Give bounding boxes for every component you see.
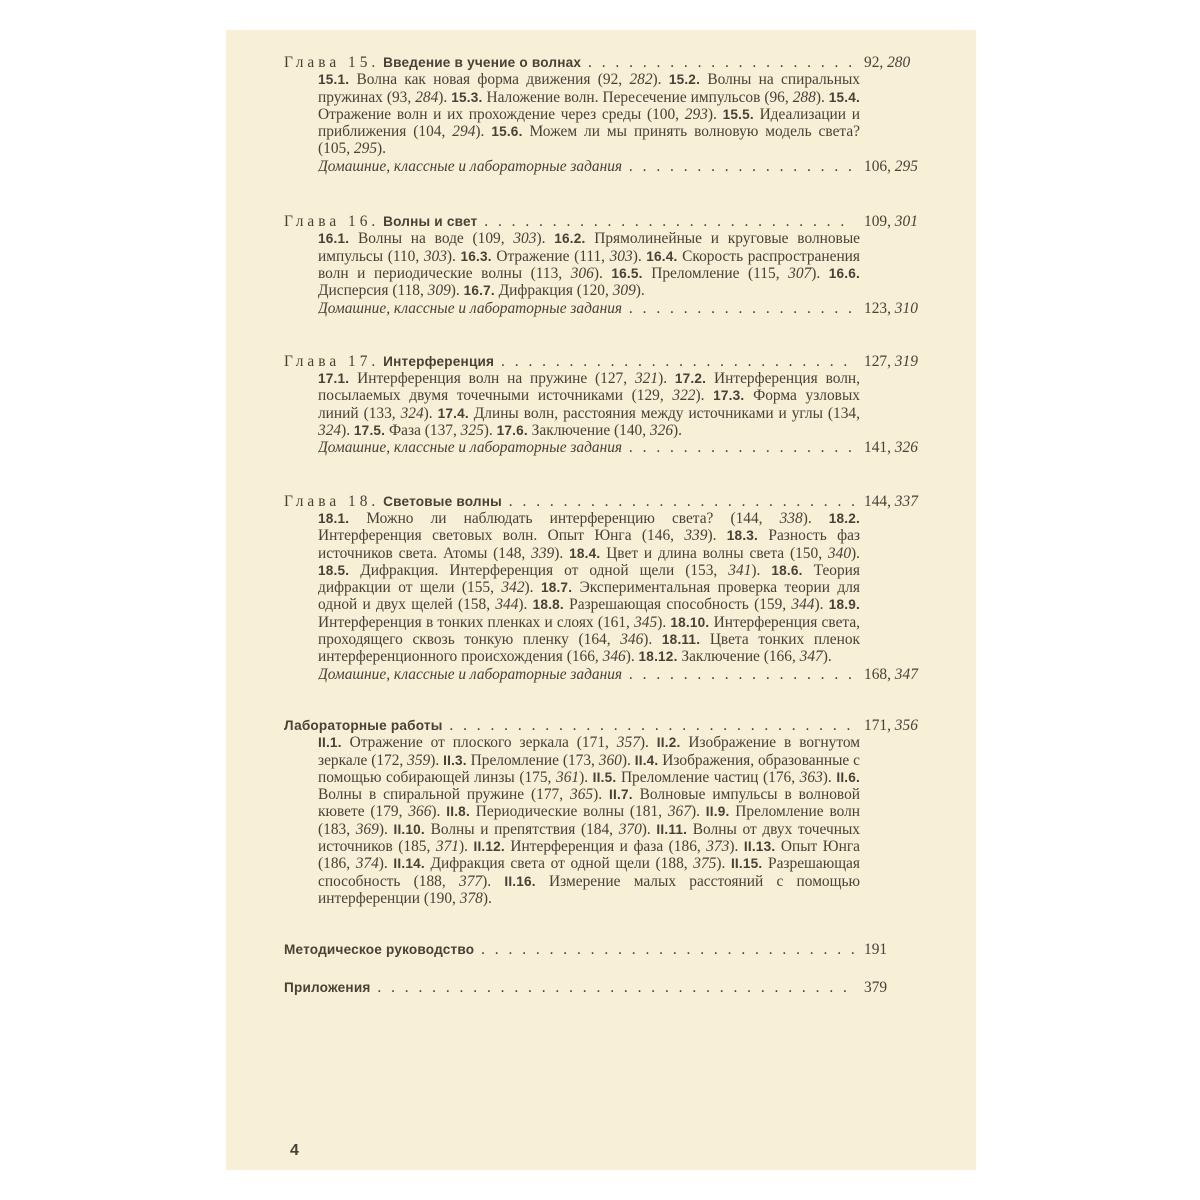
section-page-ref: 346 xyxy=(620,631,644,649)
section-number: 16.4. xyxy=(646,248,678,264)
section-number: 17.6. xyxy=(496,423,528,439)
section-page-ref: 326 xyxy=(649,422,674,440)
section-text: Длины волн, расстояния между источниками и углы (134, xyxy=(468,404,860,422)
section-page-ref: 322 xyxy=(672,387,696,405)
section-text: Скорость распространения волн и периодические волны (113, xyxy=(318,247,860,282)
section-text: Цвет и длина волны света (150, xyxy=(600,544,828,562)
lab-pages: 171, 356 xyxy=(864,716,918,734)
section-number: 17.3. xyxy=(713,388,745,404)
section-text: ). xyxy=(707,527,727,545)
section-text: ). xyxy=(536,230,555,248)
homework-entry[interactable] xyxy=(284,439,952,456)
chapter-title: Волны и свет xyxy=(383,214,478,230)
section-page-ref: 371 xyxy=(435,837,459,855)
section-number: 16.6. xyxy=(828,265,861,281)
section-page-ref: 306 xyxy=(570,264,594,282)
section-page-ref: 366 xyxy=(408,803,432,821)
section-text: ). xyxy=(554,544,570,562)
section-text: Преломление частиц (176, xyxy=(616,768,800,786)
section-number: II.8. xyxy=(446,804,470,820)
lab-list xyxy=(284,734,952,907)
section-page-ref: 282 xyxy=(629,71,653,89)
section-text: Прямолинейные и круговые волновые импульсы (110, xyxy=(318,230,860,265)
section-number: 16.7. xyxy=(463,283,495,299)
toc-lab-works xyxy=(284,717,952,907)
section-number: II.12. xyxy=(473,838,505,854)
homework-label: Домашние, классные и лабораторные задания . . . xyxy=(318,300,854,317)
section-page-ref: 360 xyxy=(598,751,622,769)
section-text: Волна как новая форма движения (92, xyxy=(349,71,630,89)
section-number: II.13. xyxy=(743,838,776,854)
book-page xyxy=(226,30,976,1170)
section-page-ref: 367 xyxy=(667,803,691,821)
chapter-pages: 127, 319 xyxy=(864,352,918,370)
section-page-ref: 375 xyxy=(693,855,717,873)
chapter-pages: 144, 337 xyxy=(864,492,918,510)
section-number: 15.4. xyxy=(828,89,861,105)
section-text: ). xyxy=(811,264,829,282)
section-text: Преломление волн (183, xyxy=(318,803,861,838)
section-page-ref: 309 xyxy=(612,282,636,300)
section-number: 18.7. xyxy=(540,580,573,596)
section-text: Дифракция. Интерференция от одной щели (153, xyxy=(349,561,729,579)
section-list xyxy=(284,370,952,439)
section-number: II.4. xyxy=(634,752,659,768)
section-number: 17.5. xyxy=(353,423,386,439)
homework-pages: 123, 310 xyxy=(864,299,918,317)
section-text: ). xyxy=(458,837,474,855)
section-page-ref: 344 xyxy=(495,596,519,614)
section-text: ). xyxy=(593,264,612,282)
section-page-ref: 303 xyxy=(423,247,447,265)
chapter-heading[interactable] xyxy=(284,54,952,71)
section-page-ref: 363 xyxy=(799,768,823,786)
section-text: ). xyxy=(475,123,492,141)
section-text: ). xyxy=(690,803,706,821)
section-text: ). xyxy=(483,422,497,440)
chapter-heading[interactable] xyxy=(284,213,952,230)
section-number: II.16. xyxy=(504,873,536,889)
section-text: ). xyxy=(643,631,662,649)
homework-entry[interactable] xyxy=(284,300,952,317)
section-text: Дифракция света от одной щели (188, xyxy=(424,855,694,873)
section-page-ref: 324 xyxy=(400,404,424,422)
section-page-ref: 374 xyxy=(355,855,379,873)
section-number: 16.2. xyxy=(554,231,586,247)
section-text: ). xyxy=(593,786,610,804)
section-number: II.2. xyxy=(656,735,681,751)
section-text: Разрешающая способность (159, xyxy=(563,596,792,614)
section-page-ref: 339 xyxy=(684,527,708,545)
homework-label: Домашние, классные и лабораторные задания . . . xyxy=(318,158,854,175)
section-page-ref: 345 xyxy=(634,613,658,631)
methods-entry[interactable] xyxy=(284,941,952,958)
section-text: ). xyxy=(378,855,394,873)
chapter-pages: 109, 301 xyxy=(864,213,918,231)
section-number: 18.8. xyxy=(532,597,564,613)
section-number: II.6. xyxy=(836,769,861,785)
section-number: 16.5. xyxy=(611,265,643,281)
section-page-ref: 344 xyxy=(791,596,815,614)
section-number: II.10. xyxy=(393,821,425,837)
section-text: Волны от двух точечных источников (185, xyxy=(318,820,860,855)
section-text: ). xyxy=(707,105,723,123)
section-text: ). xyxy=(430,751,444,769)
section-page-ref: 294 xyxy=(452,123,476,141)
toc-chapter-18 xyxy=(284,493,952,683)
section-page-ref: 284 xyxy=(415,88,439,106)
section-number: 18.9. xyxy=(828,597,860,613)
section-text: ). xyxy=(814,596,829,614)
lab-heading[interactable] xyxy=(284,717,952,734)
chapter-title: Световые волны xyxy=(383,493,502,509)
section-text: ). xyxy=(751,561,772,579)
section-page-ref: 357 xyxy=(616,734,640,752)
section-text: ). xyxy=(657,613,671,631)
section-number: II.5. xyxy=(592,769,617,785)
section-page-ref: 341 xyxy=(728,561,752,579)
chapter-pages: 92, 280 xyxy=(864,54,911,71)
section-number: 15.3. xyxy=(451,89,483,105)
section-text: ). xyxy=(851,544,860,562)
section-page-ref: 347 xyxy=(799,648,823,666)
section-page-ref: 369 xyxy=(355,820,379,838)
section-page-ref: 377 xyxy=(459,872,483,890)
section-page-ref: 361 xyxy=(556,768,580,786)
chapter-title: Введение в учение о волнах xyxy=(383,55,582,70)
section-text: Изображения, образованные с помощью собирающей линзы (175, xyxy=(318,751,860,786)
section-number: 15.6. xyxy=(491,124,523,140)
section-text: Опыт Юнга (186, xyxy=(318,837,860,873)
section-text: ). xyxy=(652,71,669,89)
section-text: ). xyxy=(341,422,354,440)
toc-chapter-17 xyxy=(284,353,952,457)
section-page-ref: 342 xyxy=(501,579,525,597)
toc-chapter-16 xyxy=(284,213,952,317)
section-page-ref: 295 xyxy=(353,140,378,158)
section-page-ref: 373 xyxy=(706,837,730,855)
section-number: 18.3. xyxy=(726,528,759,544)
section-number: II.9. xyxy=(705,804,730,820)
section-text: Преломление (173, xyxy=(466,751,599,769)
section-text: Интерференция световых волн. Опыт Юнга (146, xyxy=(318,527,685,545)
section-page-ref: 309 xyxy=(427,282,451,300)
toc-chapter-15 xyxy=(284,54,952,175)
page-number: 4 xyxy=(290,1142,299,1159)
homework-label: Домашние, классные и лабораторные задания . . . xyxy=(318,666,854,683)
section-text: ). xyxy=(450,282,464,300)
section-text: ). xyxy=(815,88,829,106)
section-text: Форма узловых линий (133, xyxy=(318,387,860,422)
section-number: II.7. xyxy=(609,787,633,803)
section-text: ). xyxy=(518,596,533,614)
section-number: 16.1. xyxy=(318,231,350,247)
section-text: Заключение (140, xyxy=(527,422,650,440)
chapter-prefix: Глава 17. xyxy=(284,352,380,370)
section-text: Преломление (115, xyxy=(642,264,789,282)
section-number: 17.1. xyxy=(318,371,350,387)
section-list xyxy=(284,510,952,666)
section-text: Волны на воде (109, xyxy=(349,230,514,248)
section-number: 18.1. xyxy=(318,510,350,526)
section-text: ). xyxy=(729,837,744,855)
section-page-ref: 338 xyxy=(779,509,803,527)
homework-entry[interactable] xyxy=(284,666,952,683)
chapter-prefix: Глава 15. xyxy=(284,54,380,71)
section-number: 17.4. xyxy=(437,405,469,421)
section-text: ). xyxy=(695,387,714,405)
homework-pages: 168, 347 xyxy=(864,665,918,683)
section-page-ref: 370 xyxy=(618,820,642,838)
toc-methods xyxy=(284,941,952,958)
section-number: 15.5. xyxy=(722,106,754,122)
section-text: Заключение (166, xyxy=(677,648,800,666)
section-number: 18.11. xyxy=(661,632,701,648)
methods-page: 191 xyxy=(864,941,888,959)
section-page-ref: 346 xyxy=(602,648,626,666)
homework-pages: 106, 295 xyxy=(864,157,918,175)
section-text: Волны в спиральной пружине (177, xyxy=(318,786,571,804)
section-text: ). xyxy=(822,768,837,786)
section-number: II.11. xyxy=(656,821,688,837)
section-text: Отражение волн и их прохождение через среды (100, xyxy=(318,105,685,123)
section-page-ref: 340 xyxy=(827,544,852,562)
section-text: Волны на спиральных пружинах (93, xyxy=(318,71,860,106)
section-text: ). xyxy=(658,370,675,388)
section-number: II.3. xyxy=(443,752,467,768)
section-text: Можем ли мы принять волновую модель света? (105, xyxy=(318,123,860,158)
section-text: ). xyxy=(431,803,447,821)
section-text: ). xyxy=(446,247,461,265)
section-text: Наложение волн. Пересечение импульсов (96, xyxy=(482,88,793,106)
section-page-ref: 359 xyxy=(407,751,431,769)
appendix-entry[interactable] xyxy=(284,979,952,996)
appendix-title: Приложения xyxy=(284,980,371,996)
section-text: ). xyxy=(524,579,541,597)
section-text: Измерение малых расстояний с помощью интерференции (190, xyxy=(318,872,860,907)
section-text: Разность фаз источников света. Атомы (148, xyxy=(318,527,860,562)
section-text: ). xyxy=(822,648,832,666)
section-text: ). xyxy=(639,734,657,752)
homework-entry[interactable] xyxy=(284,158,952,175)
table-of-contents xyxy=(284,54,952,997)
section-text: Интерференция волн на пружине (127, xyxy=(349,370,635,388)
section-text: ). xyxy=(482,889,492,907)
homework-label: Домашние, классные и лабораторные задания . . . xyxy=(318,439,854,456)
section-list xyxy=(284,71,952,157)
section-text: ). xyxy=(423,404,438,422)
section-text: ). xyxy=(632,247,647,265)
section-text: ). xyxy=(378,820,394,838)
section-page-ref: 339 xyxy=(531,544,555,562)
section-page-ref: 325 xyxy=(460,422,484,440)
section-number: 18.6. xyxy=(771,562,803,578)
section-text: ). xyxy=(673,422,682,440)
section-number: 15.1. xyxy=(318,72,350,88)
section-text: Дисперсия (118, xyxy=(318,282,428,300)
section-text: Дифракция (120, xyxy=(494,282,613,300)
toc-appendix xyxy=(284,979,952,996)
section-text: Разрешающая способность (188, xyxy=(318,855,860,890)
section-text: ). xyxy=(802,509,829,527)
section-text: Цвета тонких пленок интерференционного происхождения (166, xyxy=(318,631,860,666)
section-text: Интерференция света, проходящего сквозь тонкую пленку (164, xyxy=(318,613,860,649)
section-page-ref: 303 xyxy=(609,247,633,265)
section-list xyxy=(284,230,952,299)
section-number: 18.4. xyxy=(569,545,601,561)
section-text: Интерференция в тонких пленках и слоях (161, xyxy=(318,613,635,631)
section-text: Волны и препятствия (184, xyxy=(424,820,619,838)
lab-title: Лабораторные работы xyxy=(284,717,443,733)
appendix-page: 379 xyxy=(864,979,888,997)
section-text: ). xyxy=(625,648,639,666)
section-number: 15.2. xyxy=(668,72,701,88)
section-page-ref: 324 xyxy=(318,422,342,440)
section-page-ref: 321 xyxy=(634,370,659,388)
section-text: Отражение (111, xyxy=(491,247,610,265)
section-page-ref: 288 xyxy=(792,88,816,106)
section-text: Изображение в вогнутом зеркале (172, xyxy=(318,734,860,769)
section-text: Отражение от плоского зеркала (171, xyxy=(341,734,617,752)
methods-title: Методическое руководство xyxy=(284,942,475,958)
section-number: II.14. xyxy=(393,856,425,872)
chapter-prefix: Глава 18. xyxy=(284,492,380,510)
chapter-heading[interactable] xyxy=(284,353,952,370)
section-number: 18.10. xyxy=(670,614,710,630)
section-text: Экспериментальная проверка теории для одной и двух щелей (158, xyxy=(318,579,860,614)
homework-pages: 141, 326 xyxy=(864,439,918,457)
section-page-ref: 378 xyxy=(459,889,483,907)
section-page-ref: 293 xyxy=(684,105,708,123)
section-text: ). xyxy=(579,768,593,786)
section-number: 18.5. xyxy=(318,562,350,578)
section-number: 17.2. xyxy=(674,371,707,387)
section-text: Фаза (137, xyxy=(385,422,461,440)
chapter-prefix: Глава 16. xyxy=(284,213,380,231)
section-text: Идеализации и приближения (104, xyxy=(318,105,861,141)
section-page-ref: 365 xyxy=(570,786,594,804)
section-text: ). xyxy=(438,88,452,106)
section-page-ref: 307 xyxy=(788,264,812,282)
section-text: ). xyxy=(377,140,386,158)
section-text: Можно ли наблюдать интерференцию света? (144, xyxy=(349,509,780,527)
section-text: Интерференция и фаза (186, xyxy=(504,837,707,855)
section-text: ). xyxy=(641,820,657,838)
section-text: Волновые импульсы в волновой кювете (179, xyxy=(318,786,861,821)
section-text: ). xyxy=(621,751,635,769)
section-text: ). xyxy=(635,282,645,300)
section-text: Периодические волны (181, xyxy=(469,803,668,821)
section-text: Теория дифракции от щели (155, xyxy=(318,561,860,597)
section-number: II.1. xyxy=(318,735,342,751)
section-text: ). xyxy=(716,855,731,873)
section-number: 18.2. xyxy=(828,510,860,526)
section-page-ref: 303 xyxy=(513,230,537,248)
section-text: ). xyxy=(482,872,505,890)
chapter-heading[interactable] xyxy=(284,493,952,510)
section-text: Интерференция волн, посылаемых двумя точечными источниками (129, xyxy=(318,370,860,405)
chapter-title: Интерференция xyxy=(383,353,495,369)
section-number: II.15. xyxy=(730,856,763,872)
section-number: 18.12. xyxy=(638,649,678,665)
section-number: 16.3. xyxy=(460,248,492,264)
